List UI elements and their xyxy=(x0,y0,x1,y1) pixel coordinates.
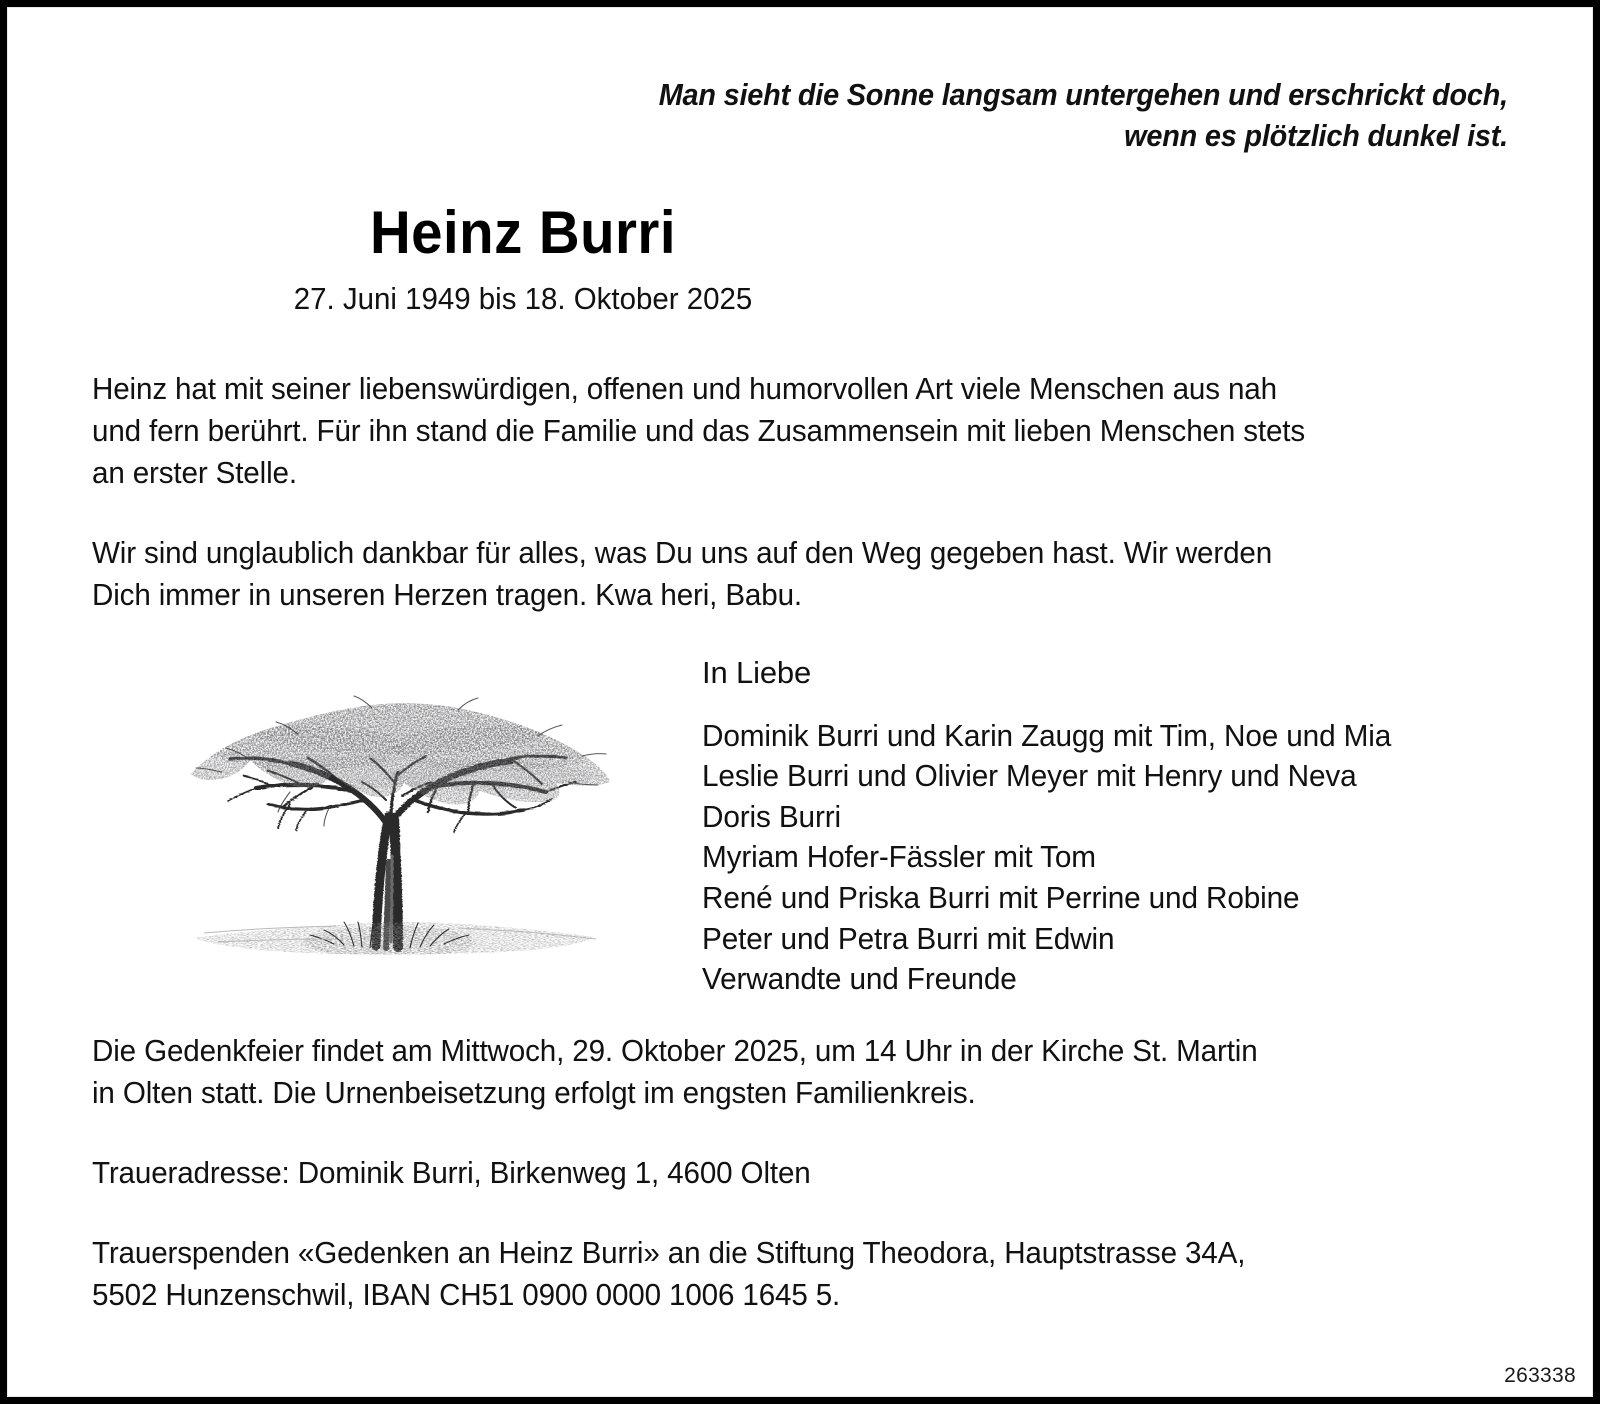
paragraph xyxy=(92,532,1512,616)
mourning-address-line: Traueradresse: Dominik Burri, Birkenweg 1, 4600 Olten xyxy=(92,1155,811,1190)
mourners-intro: In Liebe xyxy=(702,655,812,690)
paragraph-line: Wir sind unglaublich dankbar für alles, was Du uns auf den Weg gegeben hast. Wir werden xyxy=(92,535,1273,570)
paragraph-line: an erster Stelle. xyxy=(92,455,297,491)
mourner-name: Dominik Burri und Karin Zaugg mit Tim, Noe und Mia xyxy=(702,717,1392,753)
mourner-name: René und Priska Burri mit Perrine und Robine xyxy=(702,880,1300,916)
mourner-names xyxy=(702,716,1512,1000)
reference-number: 263338 xyxy=(1504,1364,1576,1387)
mourner-name: Leslie Burri und Olivier Meyer mit Henry und Neva xyxy=(702,758,1357,794)
donation-line: Trauerspenden «Gedenken an Heinz Burri» an die Stiftung Theodora, Hauptstrasse 34A, xyxy=(92,1235,1246,1270)
paragraph-line: Heinz hat mit seiner liebenswürdigen, offenen und humorvollen Art viele Menschen aus nah xyxy=(92,371,1277,406)
memorial-quote xyxy=(578,74,1508,156)
mourner-name: Doris Burri xyxy=(702,798,841,834)
donation-details xyxy=(92,1232,1522,1316)
quote-line-1: Man sieht die Sonne langsam untergehen und erschrickt doch, xyxy=(658,77,1508,112)
mourners-list xyxy=(702,653,1512,1000)
mourner-name: Peter und Petra Burri mit Edwin xyxy=(702,920,1115,956)
ceremony-line: Die Gedenkfeier findet am Mittwoch, 29. Oktober 2025, um 14 Uhr in der Kirche St. Martin xyxy=(92,1033,1258,1068)
paragraph-line: und fern berührt. Für ihn stand die Familie und das Zusammensein mit lieben Menschen stets xyxy=(92,413,1306,449)
mourner-name: Verwandte und Freunde xyxy=(702,961,1017,997)
paragraph-line: Dich immer in unseren Herzen tragen. Kwa heri, Babu. xyxy=(92,577,802,613)
mourner-name: Myriam Hofer-Fässler mit Tom xyxy=(702,839,1096,875)
tribute-paragraph-2 xyxy=(92,532,1512,616)
deceased-name: Heinz Burri xyxy=(369,199,676,266)
ceremony-line: in Olten statt. Die Urnenbeisetzung erfolgt im engsten Familienkreis. xyxy=(92,1075,976,1111)
quote-line-2: wenn es plötzlich dunkel ist. xyxy=(1124,118,1508,154)
mourning-address xyxy=(92,1152,1522,1194)
deceased-name-block xyxy=(8,201,1038,317)
donation-line: 5502 Hunzenschwil, IBAN CH51 0900 0000 1006 1645 5. xyxy=(92,1277,841,1313)
ceremony-details xyxy=(92,1030,1522,1114)
tribute-paragraph-1 xyxy=(92,368,1512,494)
acacia-tree-icon xyxy=(158,656,638,974)
notice-page xyxy=(7,7,1593,1397)
paragraph xyxy=(92,368,1512,494)
deceased-dates: 27. Juni 1949 bis 18. Oktober 2025 xyxy=(293,280,753,316)
